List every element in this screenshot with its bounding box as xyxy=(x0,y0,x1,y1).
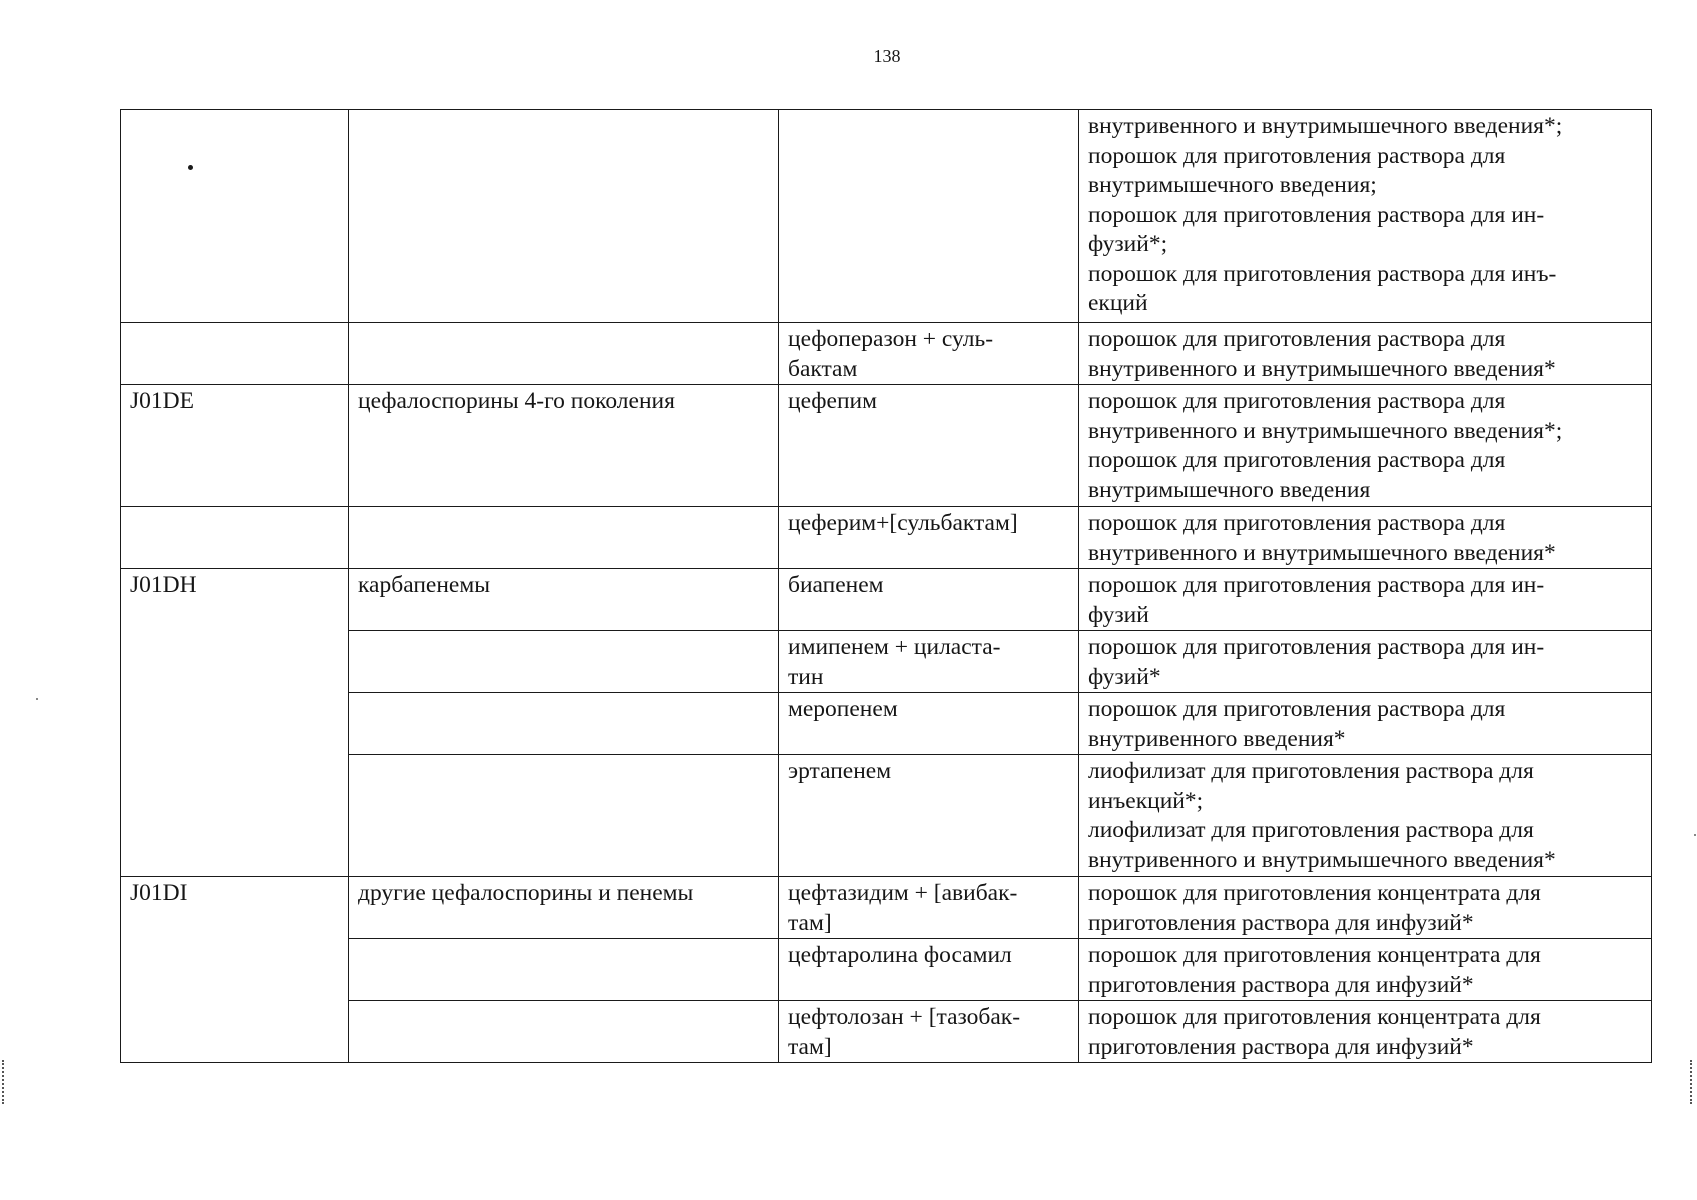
code-cell xyxy=(121,507,349,569)
substance-cell xyxy=(779,877,1079,939)
substance-line: эртапенем xyxy=(788,758,892,784)
form-line: фузий*; xyxy=(1088,231,1168,257)
form-line: внутривенного и внутримышечного введения* xyxy=(1088,846,1556,873)
table-row xyxy=(121,110,1652,323)
substance-cell xyxy=(779,507,1079,569)
form-cell xyxy=(1079,323,1652,385)
table-row xyxy=(121,631,1652,693)
substance-line: имипенем + циласта- xyxy=(788,634,1001,660)
substance-cell xyxy=(779,385,1079,507)
form-cell xyxy=(1079,110,1652,323)
form-cell xyxy=(1079,1001,1652,1063)
group-cell: цефалоспорины 4-го поколения xyxy=(349,385,779,507)
form-line: порошок для приготовления концентрата для xyxy=(1088,880,1541,906)
form-line: фузий* xyxy=(1088,663,1161,690)
table-row xyxy=(121,569,1652,631)
scan-speck xyxy=(36,698,38,700)
substance-line: там] xyxy=(788,909,832,936)
form-line: инъекций*; xyxy=(1088,787,1204,814)
code-cell xyxy=(121,323,349,385)
substance-cell xyxy=(779,755,1079,877)
code-cell xyxy=(121,110,349,323)
form-line: внутривенного и внутримышечного введения* xyxy=(1088,355,1556,382)
form-line: приготовления раствора для инфузий* xyxy=(1088,971,1474,998)
form-line: лиофилизат для приготовления раствора для xyxy=(1088,817,1534,843)
form-line: екций xyxy=(1088,290,1148,316)
form-line: порошок для приготовления раствора для xyxy=(1088,696,1506,722)
group-cell xyxy=(349,110,779,323)
form-cell xyxy=(1079,507,1652,569)
scan-edge-mark-left xyxy=(2,1060,6,1104)
scan-speck xyxy=(1694,834,1696,836)
scan-edge-mark-right xyxy=(1690,1060,1694,1104)
form-line: порошок для приготовления раствора для xyxy=(1088,326,1506,352)
group-cell: карбапенемы xyxy=(349,569,779,631)
form-line: внутримышечного введения xyxy=(1088,476,1371,503)
table-row xyxy=(121,385,1652,507)
substance-line: цефтаролина фосамил xyxy=(788,942,1012,968)
form-line: порошок для приготовления раствора для xyxy=(1088,510,1506,536)
table-row xyxy=(121,877,1652,939)
form-cell xyxy=(1079,385,1652,507)
group-cell xyxy=(349,755,779,877)
table-row xyxy=(121,323,1652,385)
substance-cell xyxy=(779,110,1079,323)
group-cell xyxy=(349,1001,779,1063)
substance-line: там] xyxy=(788,1033,832,1060)
form-line: порошок для приготовления раствора для xyxy=(1088,447,1506,473)
group-cell xyxy=(349,939,779,1001)
form-line: внутривенного и внутримышечного введения*; xyxy=(1088,113,1563,139)
substance-cell xyxy=(779,693,1079,755)
form-line: фузий xyxy=(1088,601,1149,628)
form-line: порошок для приготовления раствора для ин- xyxy=(1088,201,1545,228)
form-line: порошок для приготовления раствора для ин- xyxy=(1088,634,1545,660)
form-line: порошок для приготовления раствора для ин- xyxy=(1088,572,1545,598)
group-cell xyxy=(349,693,779,755)
substance-cell xyxy=(779,939,1079,1001)
substance-cell xyxy=(779,1001,1079,1063)
form-line: лиофилизат для приготовления раствора для xyxy=(1088,758,1534,784)
substance-line: цефепим xyxy=(788,388,877,414)
form-cell xyxy=(1079,877,1652,939)
group-cell xyxy=(349,323,779,385)
table-row xyxy=(121,507,1652,569)
code-cell: J01DE xyxy=(121,385,349,507)
table-row xyxy=(121,755,1652,877)
substance-cell xyxy=(779,569,1079,631)
form-cell xyxy=(1079,693,1652,755)
page-number: 138 xyxy=(873,46,901,66)
substance-cell xyxy=(779,323,1079,385)
form-line: приготовления раствора для инфузий* xyxy=(1088,1033,1474,1060)
form-cell xyxy=(1079,755,1652,877)
substance-line: меропенем xyxy=(788,696,898,722)
form-line: порошок для приготовления концентрата для xyxy=(1088,1004,1541,1030)
table-row xyxy=(121,939,1652,1001)
substance-line: цефтолозан + [тазобак- xyxy=(788,1004,1021,1030)
code-cell: J01DI xyxy=(121,877,349,1063)
substance-line: бактам xyxy=(788,355,858,382)
substance-line: цеферим+[сульбактам] xyxy=(788,510,1018,536)
form-line: порошок для приготовления раствора для инъ- xyxy=(1088,260,1557,287)
form-cell xyxy=(1079,569,1652,631)
form-line: внутривенного введения* xyxy=(1088,725,1346,752)
drug-classification-table xyxy=(120,109,1652,1063)
substance-line: биапенем xyxy=(788,572,884,598)
substance-line: тин xyxy=(788,663,824,690)
form-line: порошок для приготовления концентрата для xyxy=(1088,942,1541,968)
form-line: порошок для приготовления раствора для xyxy=(1088,142,1506,169)
form-cell xyxy=(1079,631,1652,693)
form-line: внутримышечного введения; xyxy=(1088,172,1377,198)
code-cell: J01DH xyxy=(121,569,349,877)
form-line: порошок для приготовления раствора для xyxy=(1088,388,1506,414)
table-row xyxy=(121,693,1652,755)
table-row xyxy=(121,1001,1652,1063)
group-cell: другие цефалоспорины и пенемы xyxy=(349,877,779,939)
form-line: приготовления раствора для инфузий* xyxy=(1088,909,1474,936)
substance-cell xyxy=(779,631,1079,693)
form-line: внутривенного и внутримышечного введения*; xyxy=(1088,417,1563,444)
group-cell xyxy=(349,631,779,693)
form-cell xyxy=(1079,939,1652,1001)
substance-line: цефоперазон + суль- xyxy=(788,326,994,352)
form-line: внутривенного и внутримышечного введения* xyxy=(1088,539,1556,566)
substance-line: цефтазидим + [авибак- xyxy=(788,880,1018,906)
group-cell xyxy=(349,507,779,569)
